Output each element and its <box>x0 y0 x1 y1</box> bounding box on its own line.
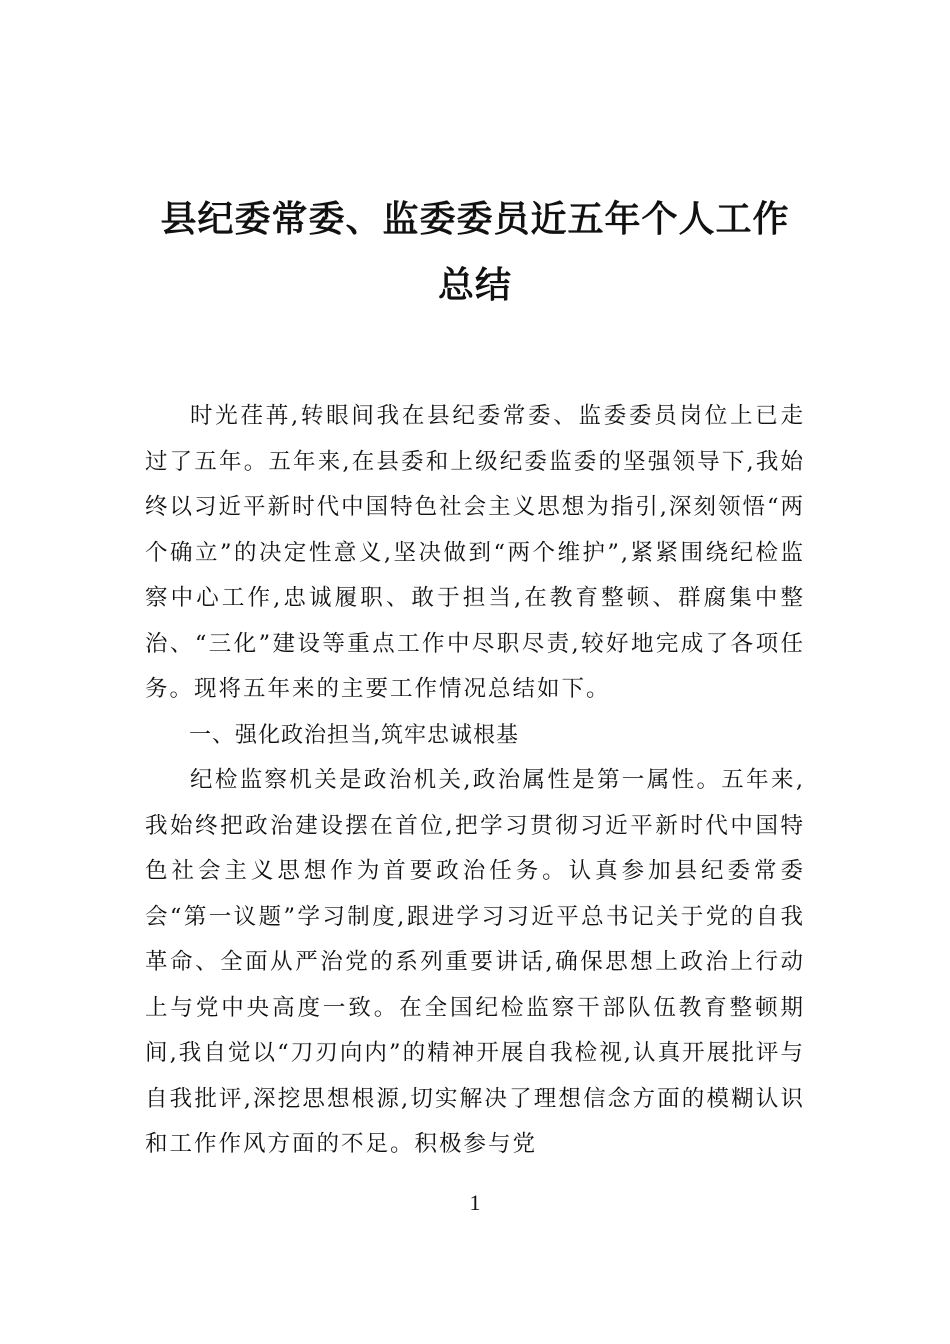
section-heading: 一、强化政治担当,筑牢忠诚根基 <box>189 722 519 748</box>
document-body <box>145 394 805 1168</box>
page-number: 1 <box>469 1190 481 1215</box>
intro-paragraph: 时光荏苒,转眼间我在县纪委常委、监委委员岗位上已走过了五年。五年来,在县委和上级纪委监委的坚强领导下,我始终以习近平新时代中国特色社会主义思想为指引,深刻领悟“两个确立”的决定性意义,坚决做到“两个维护”,紧紧围绕纪检监察中心工作,忠诚履职、敢于担当,在教育整顿、群腐集中整治、“三化”建设等重点工作中尽职尽责,较好地完成了各项任务。现将五年来的主要工作情况总结如下。 <box>145 403 805 702</box>
section-paragraph: 纪检监察机关是政治机关,政治属性是第一属性。五年来,我始终把政治建设摆在首位,把学习贯彻习近平新时代中国特色社会主义思想作为首要政治任务。认真参加县纪委常委会“第一议题”学习制度,跟进学习习近平总书记关于党的自我革命、全面从严治党的系列重要讲话,确保思想上政治上行动上与党中央高度一致。在全国纪检监察干部队伍教育整顿期间,我自觉以“刀刃向内”的精神开展自我检视,认真开展批评与自我批评,深挖思想根源,切实解决了理想信念方面的模糊认识和工作作风方面的不足。积极参与党 <box>145 767 805 1157</box>
document-title: 县纪委常委、监委委员近五年个人工作总结 <box>160 198 790 306</box>
